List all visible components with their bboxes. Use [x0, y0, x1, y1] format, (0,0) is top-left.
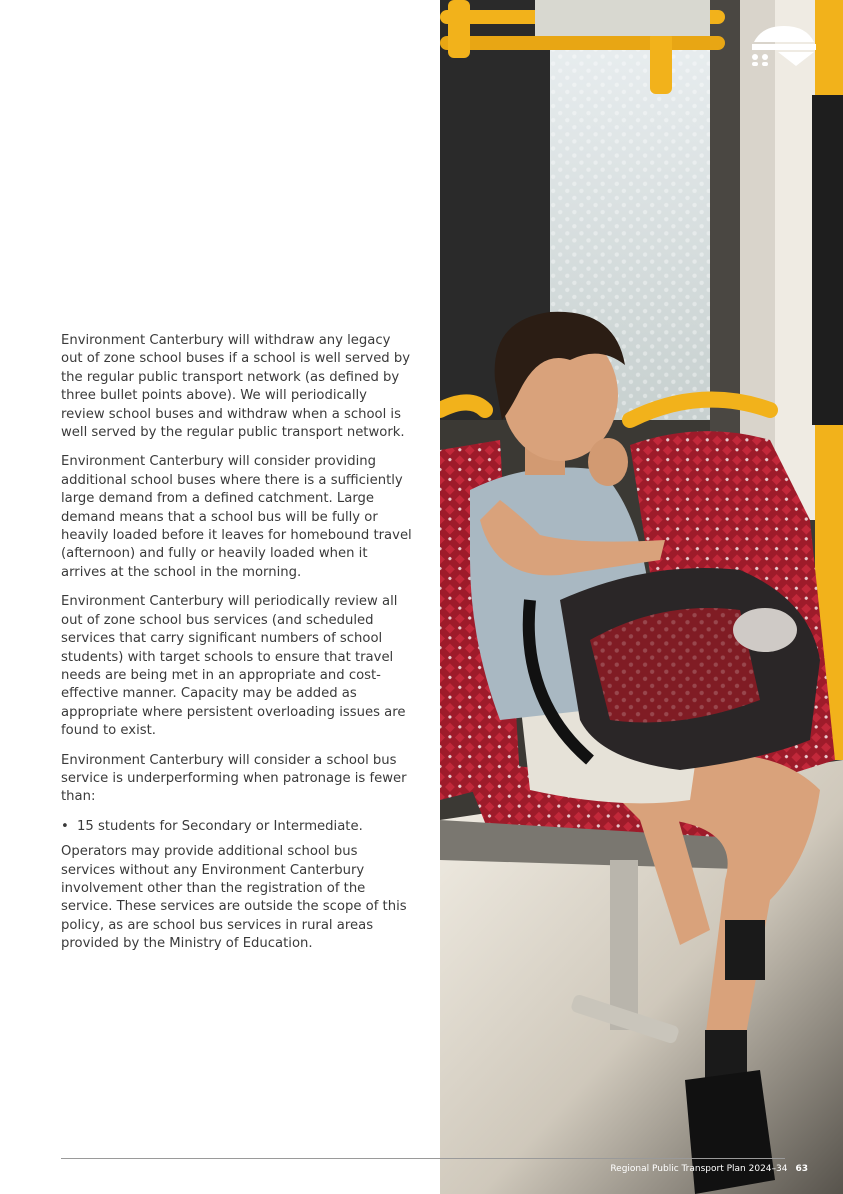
paragraph-underperforming: Environment Canterbury will consider a school bus service is underperforming when patronage is fewer than: — [61, 752, 407, 805]
document-title: Regional Public Transport Plan 2024–34 — [610, 1164, 788, 1174]
footer-divider — [61, 1158, 785, 1159]
body-text — [61, 332, 413, 965]
paragraph-periodic-review: Environment Canterbury will periodically review all out of zone school bus services (and scheduled services that carry significant numbers of school students) with target schools to ensure that travel needs are being met in an appropriate and cost-effective manner. Capacity may be added as appropriate where persistent overloading issues are found to exist. — [61, 594, 406, 739]
list-item: • 15 students for Secondary or Intermediate. — [61, 818, 413, 836]
regional-transport-logo-icon — [748, 22, 820, 70]
paragraph-operators: Operators may provide additional school bus services without any Environment Canterbury involvement other than the registration of the service. These services are outside the scope of this policy, as are school bus services in rural areas provided by the Ministry of Education. — [61, 844, 407, 952]
page-number: 63 — [795, 1164, 808, 1174]
paragraph-additional-buses: Environment Canterbury will consider providing additional school buses where there is a sufficiently large demand from a defined catchment. Large demand means that a school bus will be fully or heavily loaded before it leaves for homebound travel (afternoon) and fully or heavily loaded when it arrives at the school in the morning. — [61, 454, 412, 580]
page-footer — [610, 1164, 808, 1174]
bullet-list — [61, 818, 413, 836]
boy-on-bus-photo — [440, 0, 843, 1194]
paragraph-legacy-buses: Environment Canterbury will withdraw any legacy out of zone school buses if a school is well served by the regular public transport network (as defined by three bullet points above). We will periodically review school buses and withdraw when a school is well served by the regular public transport network. — [61, 333, 411, 441]
